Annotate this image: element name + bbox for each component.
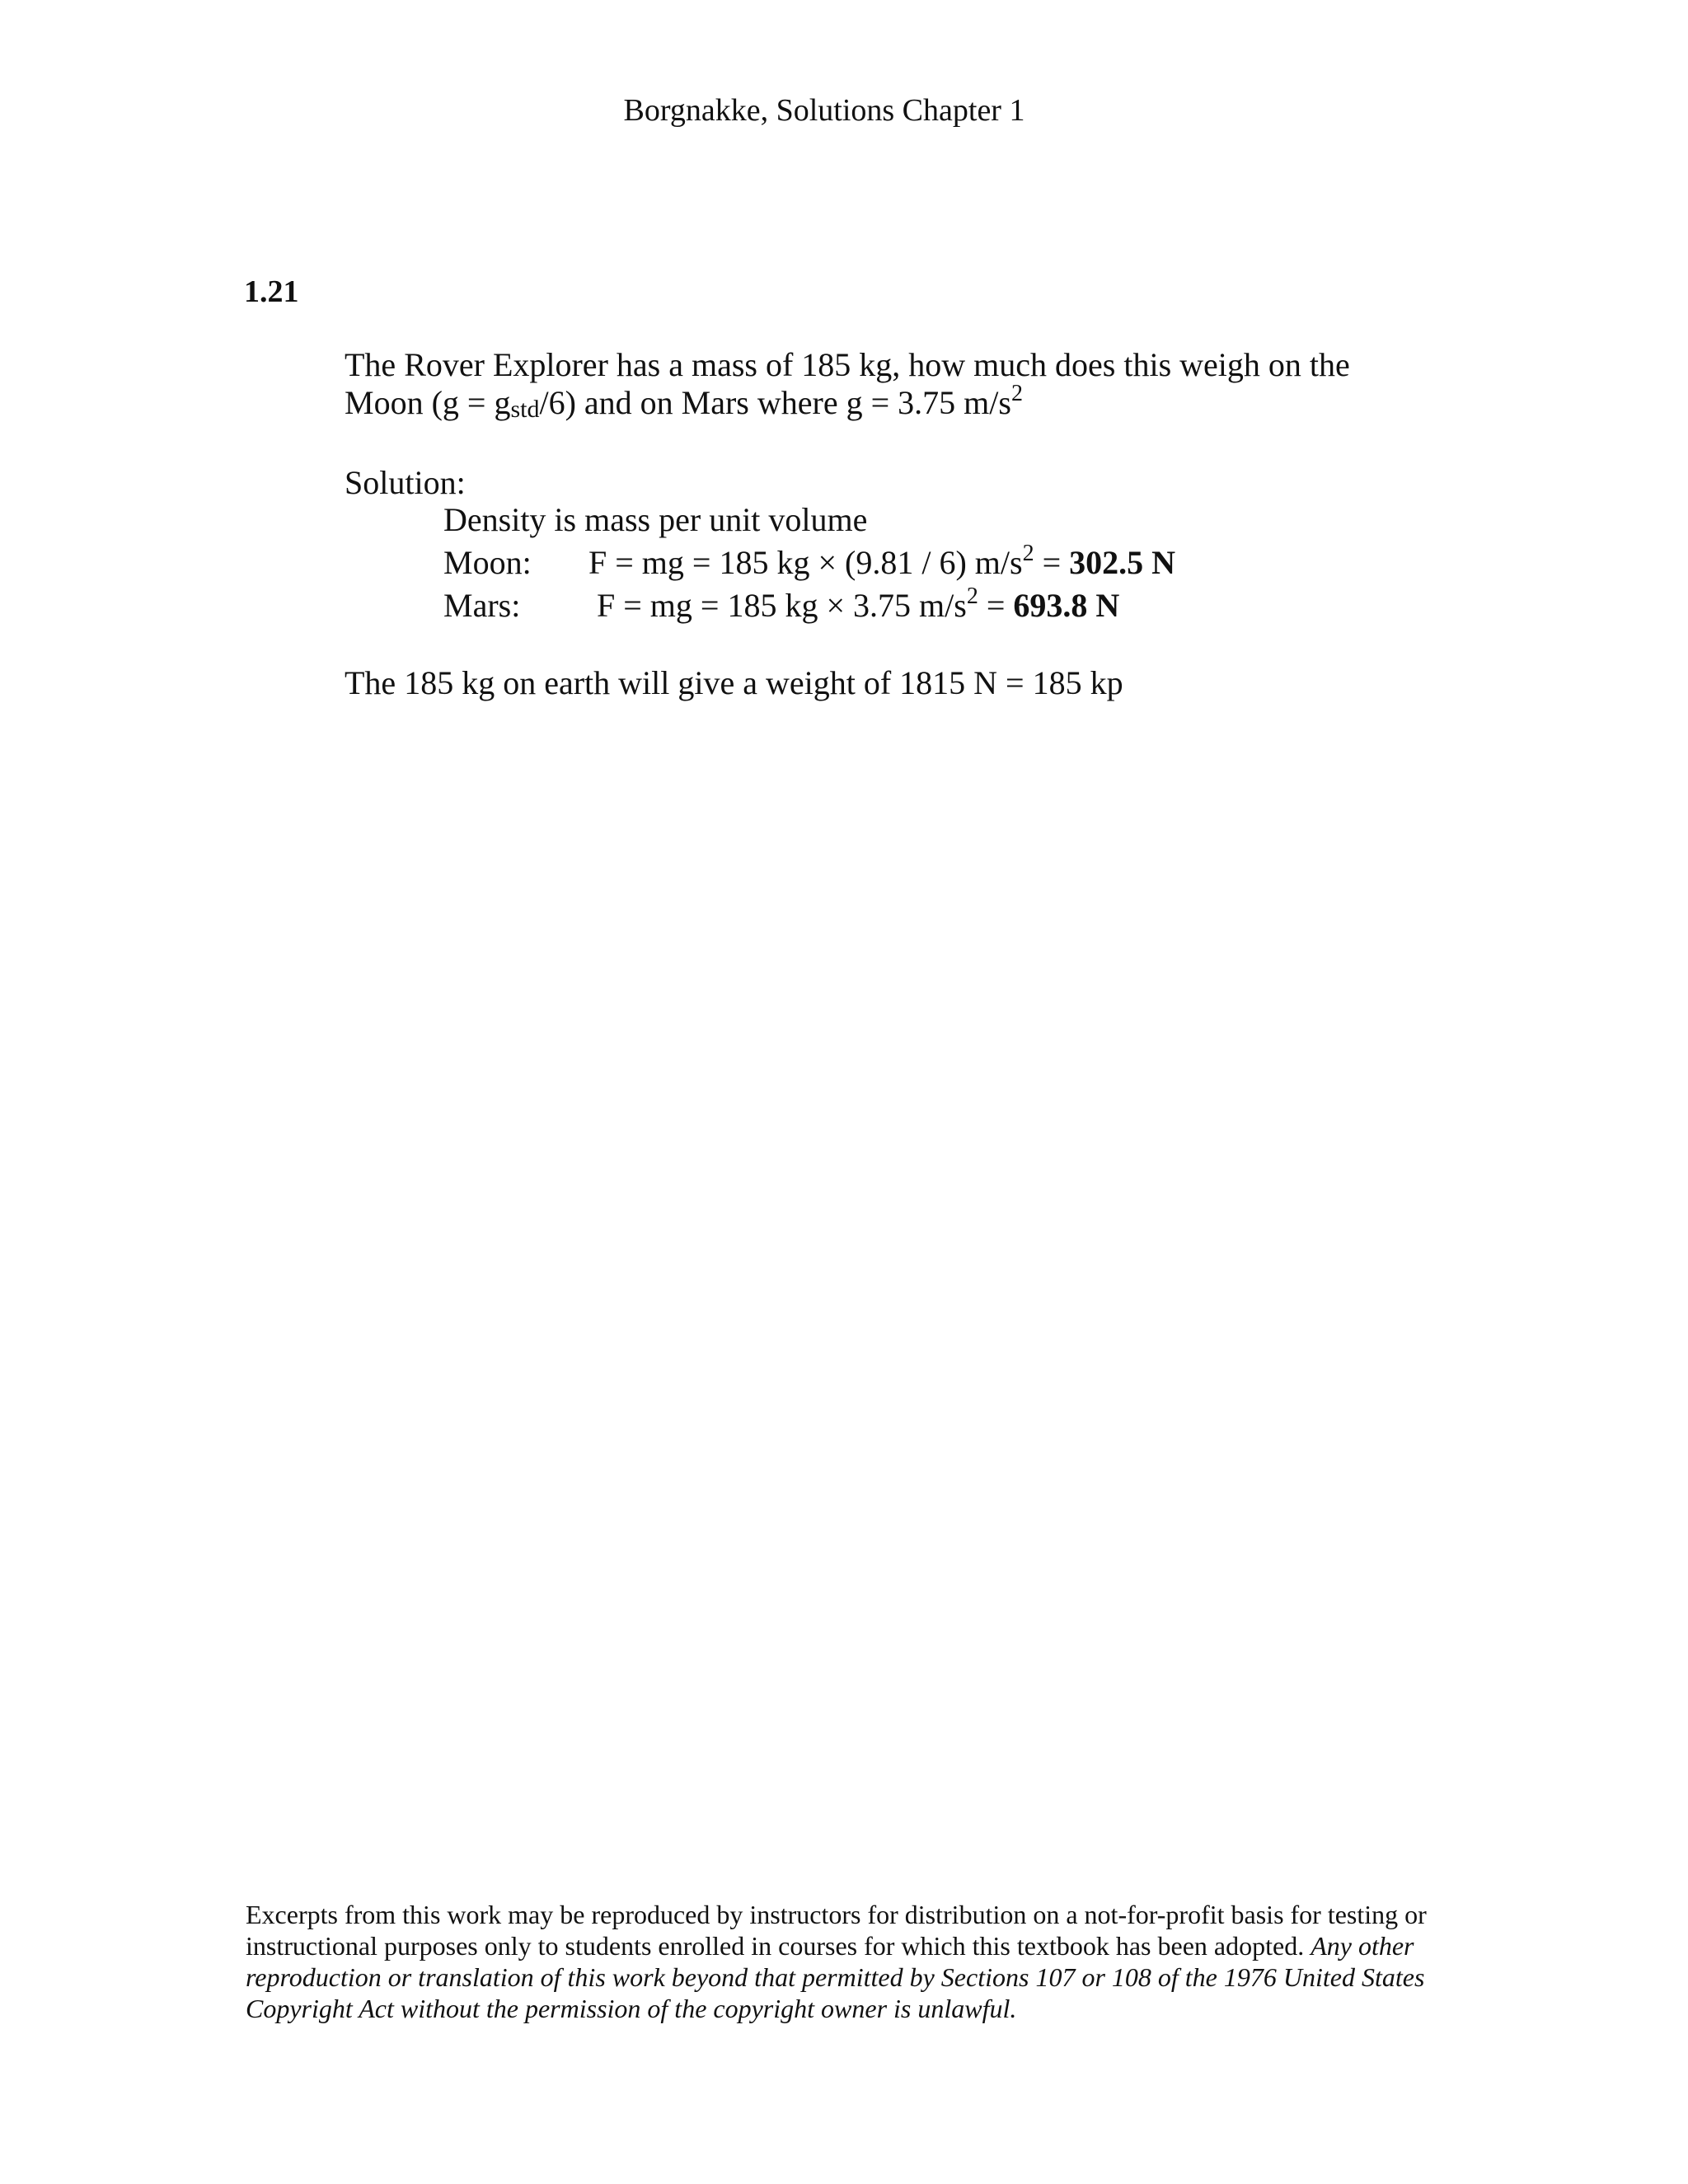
equals-sign: = bbox=[978, 587, 1014, 624]
mars-expression bbox=[597, 583, 1120, 624]
moon-calculation bbox=[443, 543, 1175, 586]
page-header: Borgnakke, Solutions Chapter 1 bbox=[623, 93, 1025, 128]
mars-label: Mars: bbox=[443, 587, 521, 624]
exponent: 2 bbox=[1022, 541, 1034, 566]
mars-calculation bbox=[443, 583, 1175, 629]
mars-expr-text: F = mg = 185 kg × 3.75 m/s bbox=[597, 587, 967, 624]
copyright-text: Excerpts from this work may be reproduced by instructors for distribution on a not-for-profit basis for testing or instructional purposes only to students enrolled in courses for which this textbook has been adopted. bbox=[246, 1900, 1427, 1961]
mars-result: 693.8 N bbox=[1013, 587, 1120, 624]
gravity-subscript: std bbox=[510, 396, 540, 423]
exponent: 2 bbox=[966, 583, 978, 609]
copyright-warning: Any other reproduction or translation of this work beyond that permitted by Sections 107 or 108 of the 1976 United States Copyright Act without the permission of the copyright owner is unlawful. bbox=[246, 1931, 1425, 2023]
equals-sign: = bbox=[1034, 544, 1070, 581]
moon-result: 302.5 N bbox=[1069, 544, 1176, 581]
solution-body bbox=[443, 500, 1175, 629]
conclusion: The 185 kg on earth will give a weight of 1815 N = 185 kp bbox=[345, 664, 1123, 701]
moon-expr-text: F = mg = 185 kg × (9.81 / 6) m/s bbox=[588, 544, 1023, 581]
problem-number: 1.21 bbox=[244, 274, 299, 309]
problem-statement bbox=[345, 346, 1350, 422]
problem-statement-line-1: The Rover Explorer has a mass of 185 kg, how much does this weigh on the bbox=[345, 346, 1350, 383]
solution-intro: Density is mass per unit volume bbox=[443, 501, 868, 538]
moon-expression bbox=[588, 541, 1176, 581]
problem-statement-line-2 bbox=[345, 381, 1350, 423]
exponent: 2 bbox=[1010, 381, 1023, 406]
problem-text-part: Moon (g = g bbox=[345, 384, 511, 421]
copyright-notice bbox=[246, 1899, 1441, 2024]
solution-label: Solution: bbox=[345, 464, 466, 501]
moon-label: Moon: bbox=[443, 544, 532, 581]
problem-text-part: /6) and on Mars where g = 3.75 m/s bbox=[539, 384, 1011, 421]
